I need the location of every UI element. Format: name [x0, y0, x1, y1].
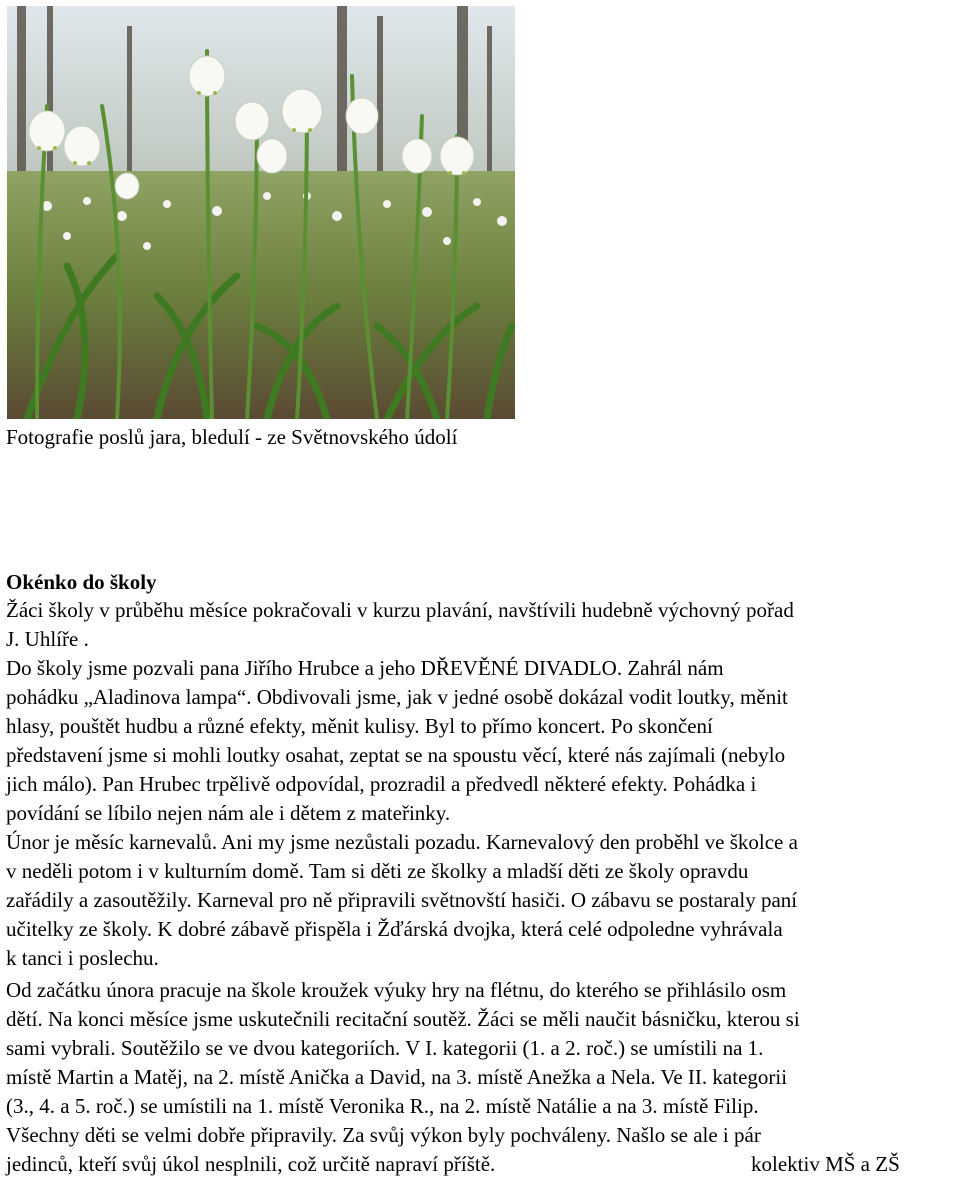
text-line: Únor je měsíc karnevalů. Ani my jsme nezůstali pozadu. Karnevalový den proběhl ve školce a: [6, 830, 798, 854]
text-line: k tanci i poslechu.: [6, 946, 159, 970]
paragraph-carnival: [6, 828, 956, 973]
text-line: sami vybrali. Soutěžilo se ve dvou kategoriích. V I. kategorii (1. a 2. roč.) se umístili na 1.: [6, 1036, 764, 1060]
text-line: jich málo). Pan Hrubec trpělivě odpovídal, prozradil a předvedl některé efekty. Pohádka i: [6, 772, 757, 796]
text-line: Všechny děti se velmi dobře připravily. Za svůj výkon byly pochváleny. Našlo se ale i pár: [6, 1123, 761, 1147]
text-line: Od začátku února pracuje na škole kroužek výuky hry na flétnu, do kterého se přihlásilo osm: [6, 978, 787, 1002]
text-line: Do školy jsme pozvali pana Jiřího Hrubce a jeho DŘEVĚNÉ DIVADLO. Zahrál nám: [6, 656, 724, 680]
text-line: jedinců, kteří svůj úkol nesplnili, což určitě napraví příště.: [6, 1152, 496, 1176]
paragraph-recitation: [6, 976, 956, 1179]
text-line: hlasy, pouštět hudbu a různé efekty, měnit kulisy. Byl to přímo koncert. Po skončení: [6, 714, 713, 738]
text-line: zařádily a zasoutěžily. Karneval pro ně připravili světnovští hasiči. O zábavu se postaraly paní: [6, 888, 798, 912]
paragraph-swimming: [6, 596, 956, 654]
text-line: dětí. Na konci měsíce jsme uskutečnili recitační soutěž. Žáci se měli naučit básničku, kterou si: [6, 1007, 800, 1031]
article-heading: Okénko do školy: [6, 570, 157, 594]
paragraph-theatre: [6, 654, 956, 828]
signature: kolektiv MŠ a ZŠ: [751, 1152, 900, 1176]
text-line: učitelky ze školy. K dobré zábavě přispěla i Žďárská dvojka, která celé odpoledne vyhrávala: [6, 917, 783, 941]
text-line: Žáci školy v průběhu měsíce pokračovali v kurzu plavání, navštívili hudebně výchovný pořad: [6, 598, 794, 622]
text-line: v neděli potom i v kulturním domě. Tam si děti ze školky a mladší děti ze školy opravdu: [6, 859, 749, 883]
text-line: povídání se líbilo nejen nám ale i dětem z mateřinky.: [6, 801, 451, 825]
text-line: (3., 4. a 5. roč.) se umístili na 1. místě Veronika R., na 2. místě Natálie a na 3. místě Filip.: [6, 1094, 759, 1118]
snowflake-photo: [7, 6, 515, 419]
text-line: J. Uhlíře .: [6, 627, 89, 651]
photo-caption: Fotografie poslů jara, bledulí - ze Světnovského údolí: [6, 425, 458, 449]
text-line: místě Martin a Matěj, na 2. místě Anička a David, na 3. místě Anežka a Nela. Ve II. kategorii: [6, 1065, 788, 1089]
text-line: pohádku „Aladinova lampa“. Obdivovali jsme, jak v jedné osobě dokázal vodit loutky, měnit: [6, 685, 788, 709]
text-line: představení jsme si mohli loutky osahat, zeptat se na spoustu věcí, které nás zajímali (nebylo: [6, 743, 786, 767]
